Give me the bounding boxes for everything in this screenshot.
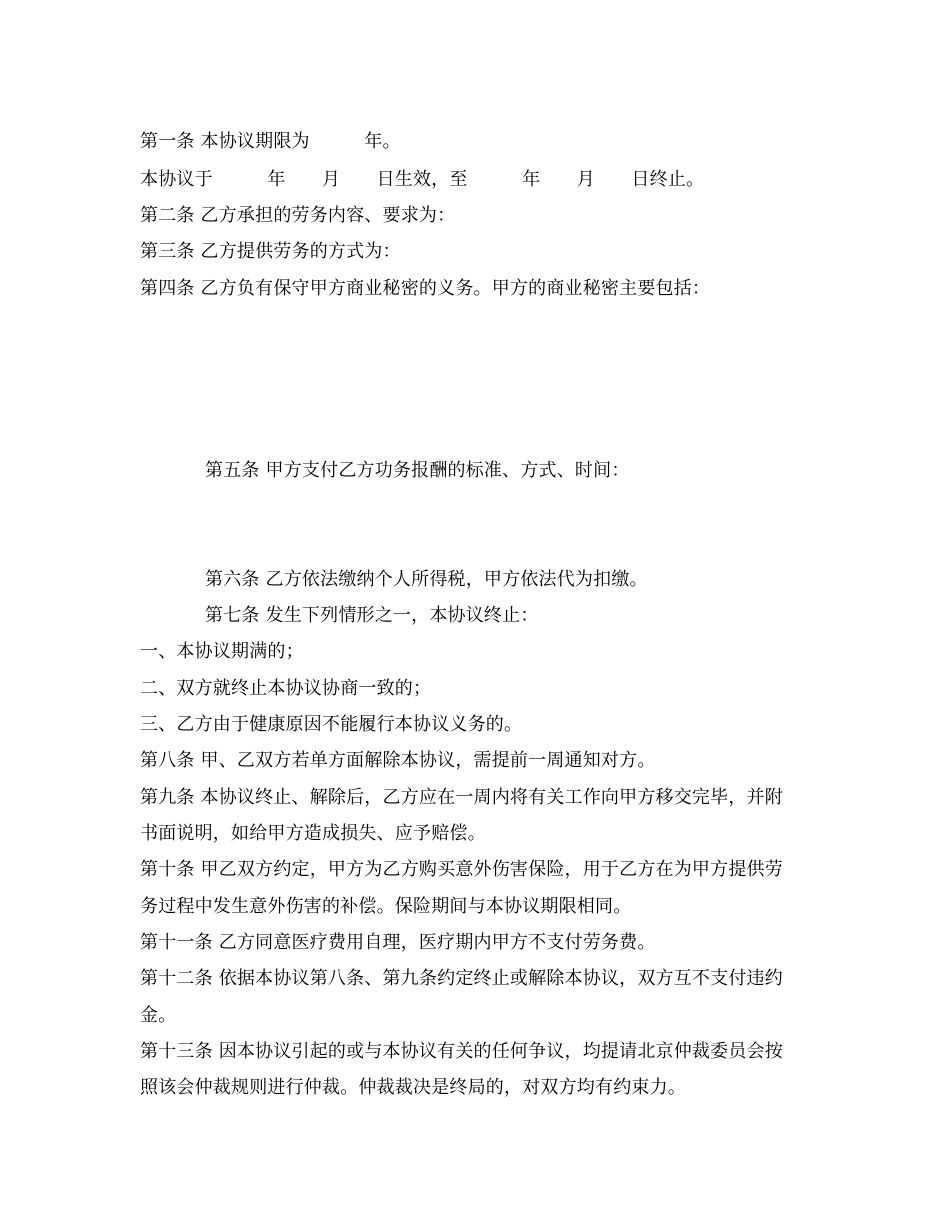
article-10-insurance-line-2: 务过程中发生意外伤害的补偿。保险期间与本协议期限相同。 <box>140 896 632 917</box>
termination-item-3: 三、乙方由于健康原因不能履行本协议义务的。 <box>140 714 523 735</box>
article-2-service-content: 第二条 乙方承担的劳务内容、要求为： <box>140 205 456 226</box>
effective-date-line: 本协议于 年 月 日生效，至 年 月 日终止。 <box>140 169 705 190</box>
article-9-handover-line-2: 书面说明，如给甲方造成损失、应予赔偿。 <box>140 823 486 844</box>
article-4-trade-secrets: 第四条 乙方负有保守甲方商业秘密的义务。甲方的商业秘密主要包括： <box>140 278 711 299</box>
article-8-notice: 第八条 甲、乙双方若单方面解除本协议，需提前一周通知对方。 <box>140 750 656 771</box>
article-10-insurance-line-1: 第十条 甲乙双方约定，甲方为乙方购买意外伤害保险，用于乙方在为甲方提供劳 <box>140 859 783 880</box>
article-1-term: 第一条 本协议期限为 年。 <box>140 131 401 152</box>
article-11-medical-expenses: 第十一条 乙方同意医疗费用自理，医疗期内甲方不支付劳务费。 <box>140 932 656 953</box>
termination-item-1: 一、本协议期满的； <box>140 641 304 662</box>
article-12-penalty-line-2: 金。 <box>140 1005 177 1026</box>
termination-item-2: 二、双方就终止本协议协商一致的； <box>140 678 432 699</box>
article-6-income-tax: 第六条 乙方依法缴纳个人所得税，甲方依法代为扣缴。 <box>205 569 648 590</box>
article-13-arbitration-line-1: 第十三条 因本协议引起的或与本协议有关的任何争议，均提请北京仲裁委员会按 <box>140 1041 783 1062</box>
article-13-arbitration-line-2: 照该会仲裁规则进行仲裁。仲裁裁决是终局的，对双方均有约束力。 <box>140 1077 686 1098</box>
article-12-penalty-line-1: 第十二条 依据本协议第八条、第九条约定终止或解除本协议，双方互不支付违约 <box>140 968 783 989</box>
article-3-service-method: 第三条 乙方提供劳务的方式为： <box>140 241 401 262</box>
article-5-remuneration: 第五条 甲方支付乙方功务报酬的标准、方式、时间： <box>205 460 630 481</box>
article-9-handover-line-1: 第九条 本协议终止、解除后，乙方应在一周内将有关工作向甲方移交完毕，并附 <box>140 787 783 808</box>
article-7-termination: 第七条 发生下列情形之一，本协议终止： <box>205 605 539 626</box>
